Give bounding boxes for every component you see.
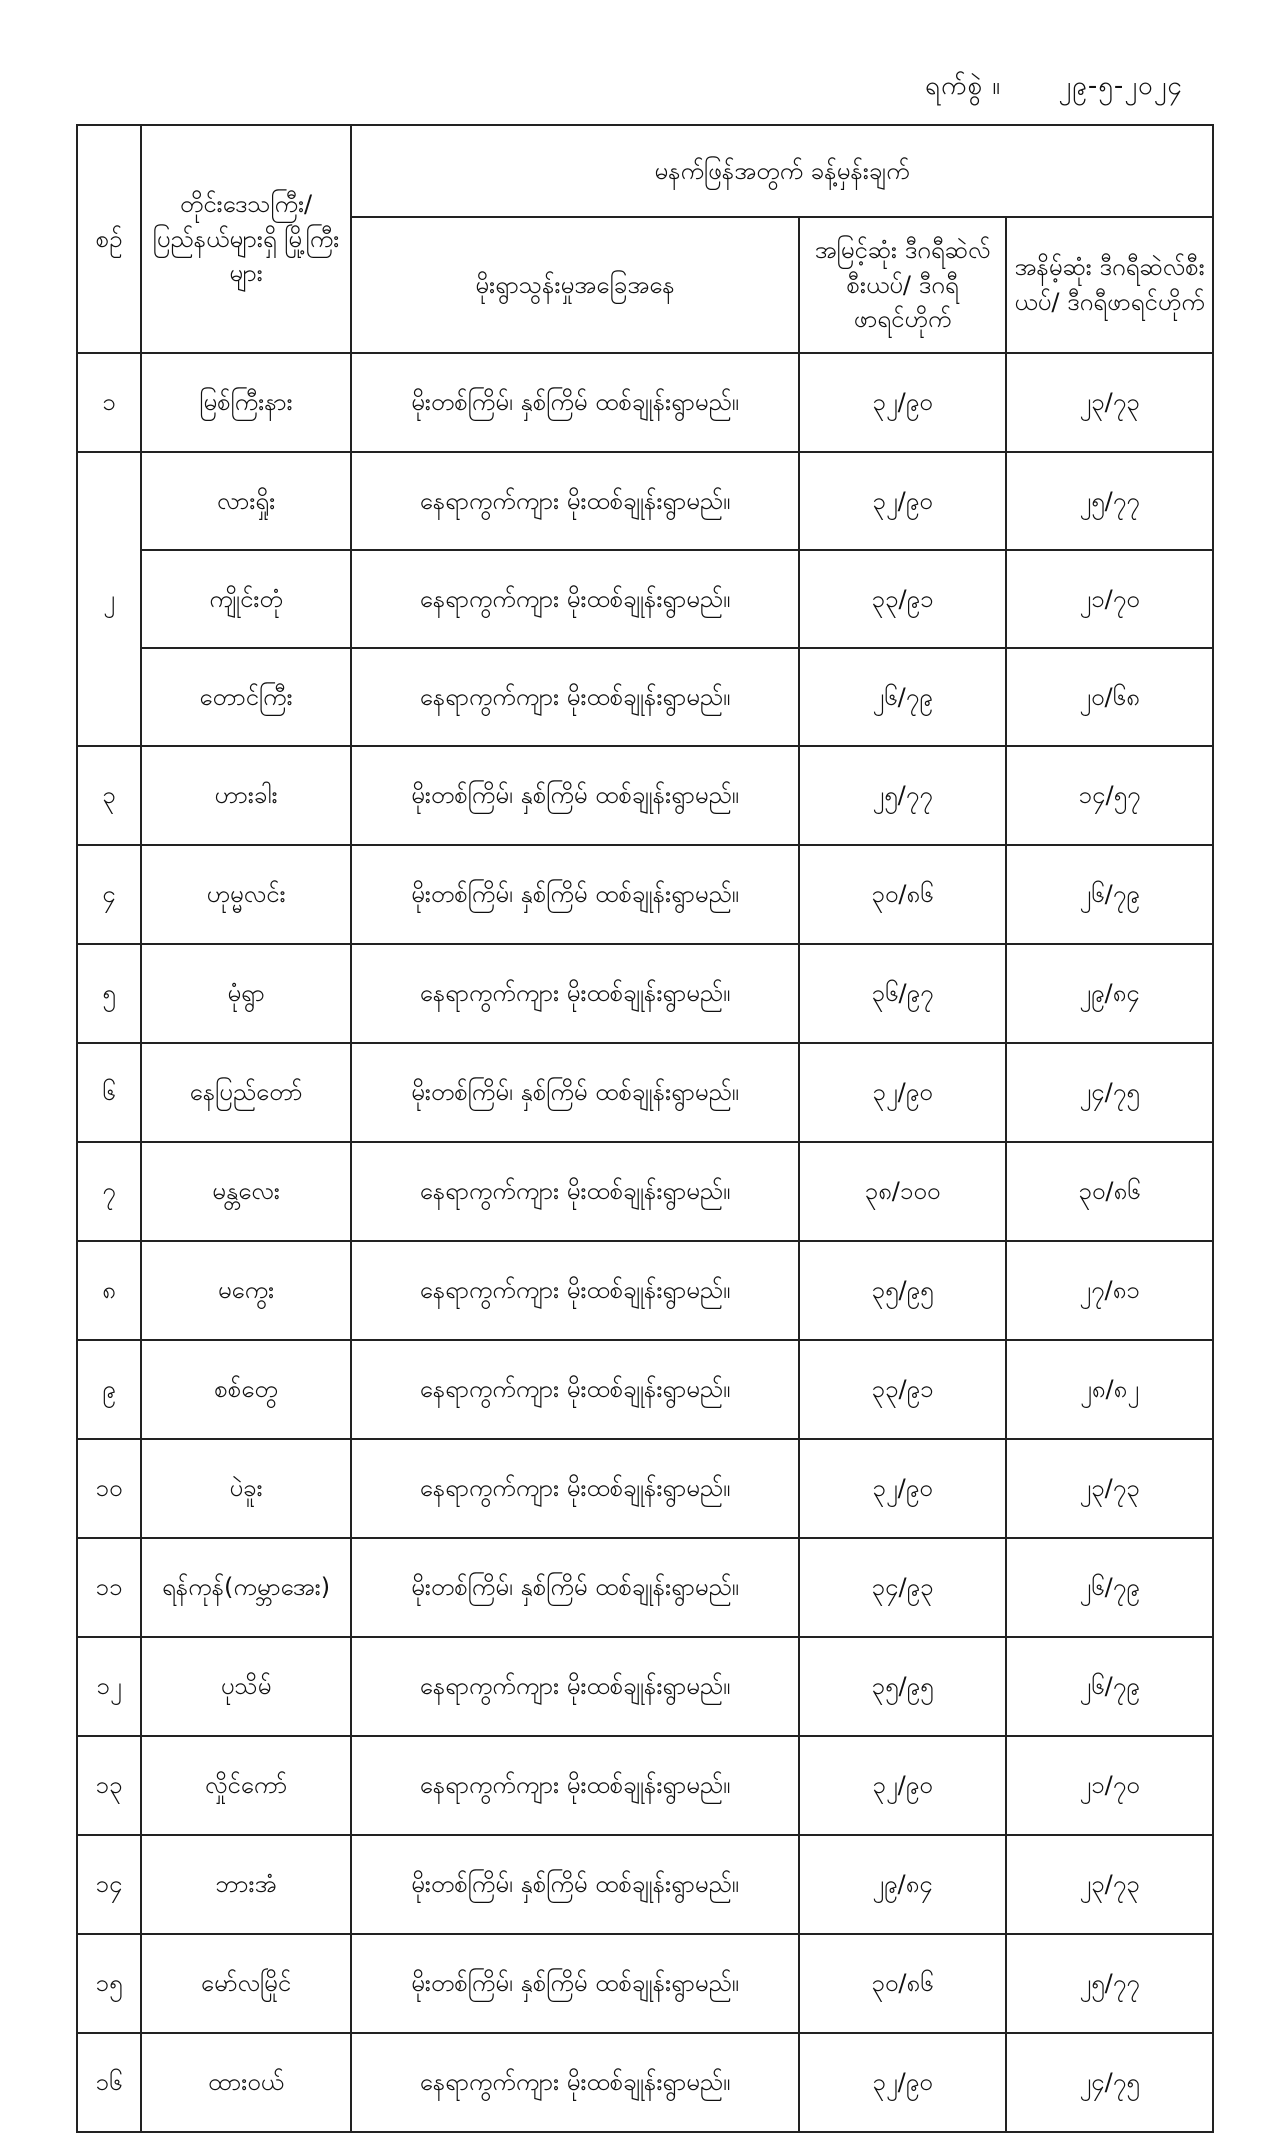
cell-serial-no: ၁၁ <box>77 1538 141 1637</box>
cell-max-temp: ၃၄/၉၃ <box>799 1538 1006 1637</box>
cell-max-temp: ၂၆/၇၉ <box>799 648 1006 746</box>
cell-serial-no: ၁၀ <box>77 1439 141 1538</box>
table-row <box>77 1538 1213 1637</box>
table-row <box>77 1142 1213 1241</box>
cell-city: တောင်ကြီး <box>141 648 351 746</box>
cell-serial-no: ၆ <box>77 1043 141 1142</box>
table-row <box>77 1835 1213 1934</box>
cell-max-temp: ၃၀/၈၆ <box>799 845 1006 944</box>
cell-min-temp: ၂၇/၈၁ <box>1006 1241 1213 1340</box>
cell-max-temp: ၃၂/၉၀ <box>799 1736 1006 1835</box>
table-row <box>77 452 1213 550</box>
cell-city: လားရှိုး <box>141 452 351 550</box>
cell-city: စစ်တွေ <box>141 1340 351 1439</box>
cell-city: မုံရွာ <box>141 944 351 1043</box>
forecast-table <box>76 124 1214 2133</box>
cell-max-temp: ၂၅/၇၇ <box>799 746 1006 845</box>
cell-city: လှိုင်ကော် <box>141 1736 351 1835</box>
cell-max-temp: ၃၂/၉၀ <box>799 2033 1006 2132</box>
cell-rain-condition: နေရာကွက်ကျား မိုးထစ်ချုန်းရွာမည်။ <box>351 1241 799 1340</box>
cell-min-temp: ၂၃/၇၃ <box>1006 1835 1213 1934</box>
cell-city: ဟားခါး <box>141 746 351 845</box>
cell-serial-no: ၂ <box>77 452 141 746</box>
cell-city: ကျိုင်းတုံ <box>141 550 351 648</box>
cell-max-temp: ၃၈/၁၀၀ <box>799 1142 1006 1241</box>
cell-city: ပဲခူး <box>141 1439 351 1538</box>
cell-min-temp: ၁၄/၅၇ <box>1006 746 1213 845</box>
table-row <box>77 1340 1213 1439</box>
table-row <box>77 944 1213 1043</box>
cell-serial-no: ၃ <box>77 746 141 845</box>
cell-city: မန္တလေး <box>141 1142 351 1241</box>
cell-min-temp: ၂၁/၇၀ <box>1006 1736 1213 1835</box>
cell-min-temp: ၂၁/၇၀ <box>1006 550 1213 648</box>
cell-max-temp: ၃၂/၉၀ <box>799 1439 1006 1538</box>
table-row <box>77 550 1213 648</box>
cell-max-temp: ၃၂/၉၀ <box>799 353 1006 452</box>
cell-max-temp: ၃၅/၉၅ <box>799 1637 1006 1736</box>
cell-city: ဟုမ္မလင်း <box>141 845 351 944</box>
cell-rain-condition: မိုးတစ်ကြိမ်၊ နှစ်ကြိမ် ထစ်ချုန်းရွာမည်။ <box>351 746 799 845</box>
cell-serial-no: ၈ <box>77 1241 141 1340</box>
cell-rain-condition: နေရာကွက်ကျား မိုးထစ်ချုန်းရွာမည်။ <box>351 2033 799 2132</box>
cell-city: ပုသိမ် <box>141 1637 351 1736</box>
cell-min-temp: ၂၆/၇၉ <box>1006 845 1213 944</box>
cell-rain-condition: နေရာကွက်ကျား မိုးထစ်ချုန်းရွာမည်။ <box>351 452 799 550</box>
cell-serial-no: ၁၂ <box>77 1637 141 1736</box>
header-max-temp: အမြင့်ဆုံး ဒီဂရီဆဲလ်စီးယပ်/ ဒီဂရီဖာရင်ဟိုက် <box>799 217 1006 353</box>
cell-rain-condition: နေရာကွက်ကျား မိုးထစ်ချုန်းရွာမည်။ <box>351 1637 799 1736</box>
table-header <box>77 125 1213 353</box>
cell-serial-no: ၁၅ <box>77 1934 141 2033</box>
cell-rain-condition: နေရာကွက်ကျား မိုးထစ်ချုန်းရွာမည်။ <box>351 1439 799 1538</box>
cell-city: ဘားအံ <box>141 1835 351 1934</box>
header-rain-condition: မိုးရွာသွန်းမှုအခြေအနေ <box>351 217 799 353</box>
cell-min-temp: ၂၅/၇၇ <box>1006 1934 1213 2033</box>
table-row <box>77 1043 1213 1142</box>
cell-max-temp: ၃၂/၉၀ <box>799 452 1006 550</box>
table-row <box>77 1637 1213 1736</box>
cell-serial-no: ၅ <box>77 944 141 1043</box>
cell-serial-no: ၄ <box>77 845 141 944</box>
cell-rain-condition: မိုးတစ်ကြိမ်၊ နှစ်ကြိမ် ထစ်ချုန်းရွာမည်။ <box>351 1043 799 1142</box>
table-row <box>77 648 1213 746</box>
cell-max-temp: ၃၂/၉၀ <box>799 1043 1006 1142</box>
table-row <box>77 1934 1213 2033</box>
cell-rain-condition: နေရာကွက်ကျား မိုးထစ်ချုန်းရွာမည်။ <box>351 944 799 1043</box>
date-line <box>925 68 1183 107</box>
header-city: တိုင်းဒေသကြီး/ ပြည်နယ်များရှိ မြို့ကြီးများ <box>141 125 351 353</box>
cell-min-temp: ၂၄/၇၅ <box>1006 1043 1213 1142</box>
cell-max-temp: ၃၃/၉၁ <box>799 1340 1006 1439</box>
cell-min-temp: ၂၃/၇၃ <box>1006 353 1213 452</box>
table-row <box>77 1241 1213 1340</box>
cell-min-temp: ၂၅/၇၇ <box>1006 452 1213 550</box>
cell-rain-condition: နေရာကွက်ကျား မိုးထစ်ချုန်းရွာမည်။ <box>351 550 799 648</box>
cell-rain-condition: မိုးတစ်ကြိမ်၊ နှစ်ကြိမ် ထစ်ချုန်းရွာမည်။ <box>351 1538 799 1637</box>
cell-min-temp: ၂၃/၇၃ <box>1006 1439 1213 1538</box>
cell-rain-condition: မိုးတစ်ကြိမ်၊ နှစ်ကြိမ် ထစ်ချုန်းရွာမည်။ <box>351 1835 799 1934</box>
table-row <box>77 845 1213 944</box>
table-body <box>77 353 1213 2132</box>
table-row <box>77 353 1213 452</box>
cell-max-temp: ၃၀/၈၆ <box>799 1934 1006 2033</box>
cell-city: ထားဝယ် <box>141 2033 351 2132</box>
cell-rain-condition: နေရာကွက်ကျား မိုးထစ်ချုန်းရွာမည်။ <box>351 648 799 746</box>
date-label: ရက်စွဲ ။ <box>925 71 1002 101</box>
cell-city: မော်လမြိုင် <box>141 1934 351 2033</box>
cell-city: မြစ်ကြီးနား <box>141 353 351 452</box>
cell-min-temp: ၂၈/၈၂ <box>1006 1340 1213 1439</box>
date-value: ၂၉-၅-၂၀၂၄ <box>1058 71 1183 101</box>
cell-rain-condition: နေရာကွက်ကျား မိုးထစ်ချုန်းရွာမည်။ <box>351 1736 799 1835</box>
table-row <box>77 1736 1213 1835</box>
cell-rain-condition: မိုးတစ်ကြိမ်၊ နှစ်ကြိမ် ထစ်ချုန်းရွာမည်။ <box>351 1934 799 2033</box>
cell-min-temp: ၂၆/၇၉ <box>1006 1637 1213 1736</box>
header-min-temp: အနိမ့်ဆုံး ဒီဂရီဆဲလ်စီးယပ်/ ဒီဂရီဖာရင်ဟိုက် <box>1006 217 1213 353</box>
cell-min-temp: ၂၀/၆၈ <box>1006 648 1213 746</box>
table-row <box>77 746 1213 845</box>
cell-serial-no: ၇ <box>77 1142 141 1241</box>
cell-max-temp: ၃၅/၉၅ <box>799 1241 1006 1340</box>
cell-serial-no: ၁၆ <box>77 2033 141 2132</box>
cell-city: ရန်ကုန်(ကမ္ဘာအေး) <box>141 1538 351 1637</box>
cell-max-temp: ၂၉/၈၄ <box>799 1835 1006 1934</box>
cell-rain-condition: မိုးတစ်ကြိမ်၊ နှစ်ကြိမ် ထစ်ချုန်းရွာမည်။ <box>351 353 799 452</box>
cell-min-temp: ၂၉/၈၄ <box>1006 944 1213 1043</box>
header-forecast-group: မနက်ဖြန်အတွက် ခန့်မှန်းချက် <box>351 125 1213 217</box>
cell-max-temp: ၃၆/၉၇ <box>799 944 1006 1043</box>
cell-min-temp: ၂၆/၇၉ <box>1006 1538 1213 1637</box>
cell-rain-condition: မိုးတစ်ကြိမ်၊ နှစ်ကြိမ် ထစ်ချုန်းရွာမည်။ <box>351 845 799 944</box>
cell-rain-condition: နေရာကွက်ကျား မိုးထစ်ချုန်းရွာမည်။ <box>351 1340 799 1439</box>
cell-city: မကွေး <box>141 1241 351 1340</box>
cell-serial-no: ၁၄ <box>77 1835 141 1934</box>
cell-min-temp: ၂၄/၇၅ <box>1006 2033 1213 2132</box>
cell-serial-no: ၁၃ <box>77 1736 141 1835</box>
header-serial-no: စဉ် <box>77 125 141 353</box>
cell-serial-no: ၁ <box>77 353 141 452</box>
cell-rain-condition: နေရာကွက်ကျား မိုးထစ်ချုန်းရွာမည်။ <box>351 1142 799 1241</box>
table-row <box>77 1439 1213 1538</box>
cell-city: နေပြည်တော် <box>141 1043 351 1142</box>
cell-max-temp: ၃၃/၉၁ <box>799 550 1006 648</box>
cell-min-temp: ၃၀/၈၆ <box>1006 1142 1213 1241</box>
cell-serial-no: ၉ <box>77 1340 141 1439</box>
